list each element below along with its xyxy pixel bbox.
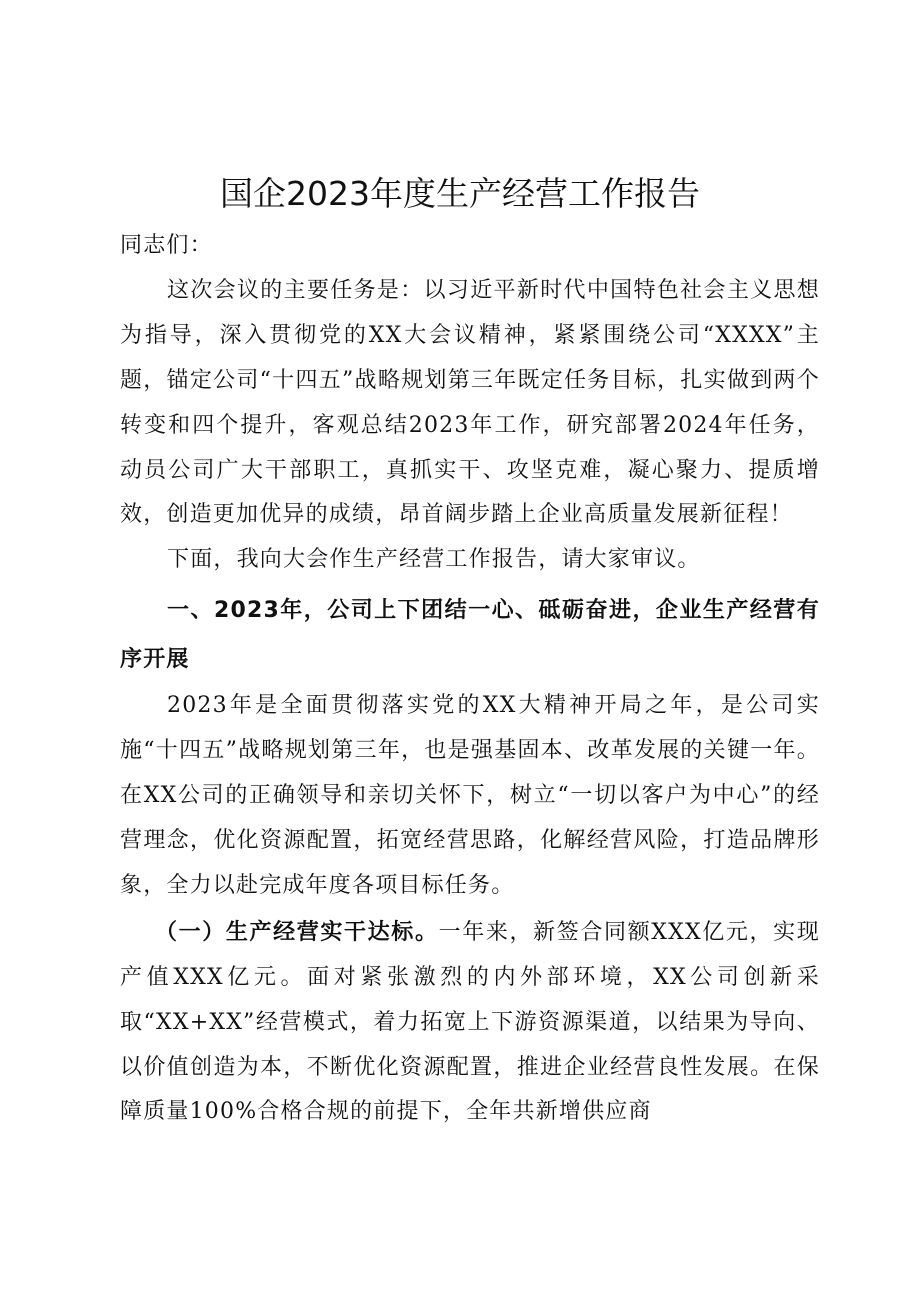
subsection-1-paragraph: [120, 911, 820, 1136]
transition-paragraph: 下面，我向大会作生产经营工作报告，请大家审议。: [167, 547, 701, 573]
subsection-1-heading: （一）生产经营实干达标。: [155, 919, 439, 945]
intro-paragraph: 这次会议的主要任务是：以习近平新时代中国特色社会主义思想为指导，深入贯彻党的XX大会议精神，紧紧围绕公司“XXXX”主题，锚定公司“十四五”战略规划第三年既定任务目标，扎实做到两个转变和四个提升，客观总结2023年工作，研究部署2024年任务，动员公司广大干部职工，真抓实干、攻坚克难，凝心聚力、提质增效，创造更加优异的成绩，昂首阔步踏上企业高质量发展新征程！: [120, 277, 820, 528]
document-title: 国企2023年度生产经营工作报告: [220, 174, 700, 213]
section-1-heading: 一、2023年，公司上下团结一心、砥砺奋进，企业生产经营有序开展: [120, 598, 820, 672]
salutation: 同志们：: [120, 233, 213, 258]
document-body: [120, 224, 820, 1135]
section-1-paragraph: 2023年是全面贯彻落实党的XX大精神开局之年，是公司实施“十四五”战略规划第三年，也是强基固本、改革发展的关键一年。在XX公司的正确领导和亲切关怀下，树立“一切以客户为中心”的经营理念，优化资源配置，拓宽经营思路，化解经营风险，打造品牌形象，全力以赴完成年度各项目标任务。: [120, 693, 820, 898]
subsection-1-text: 一年来，新签合同额XXX亿元，实现产值XXX亿元。面对紧张激烈的内外部环境，XX公司创新采取“XX+XX”经营模式，着力拓宽上下游资源渠道，以结果为导向、以价值创造为本，不断优化资源配置，推进企业经营良性发展。在保障质量100%合格合规的前提下，全年共新增供应商: [120, 919, 820, 1125]
